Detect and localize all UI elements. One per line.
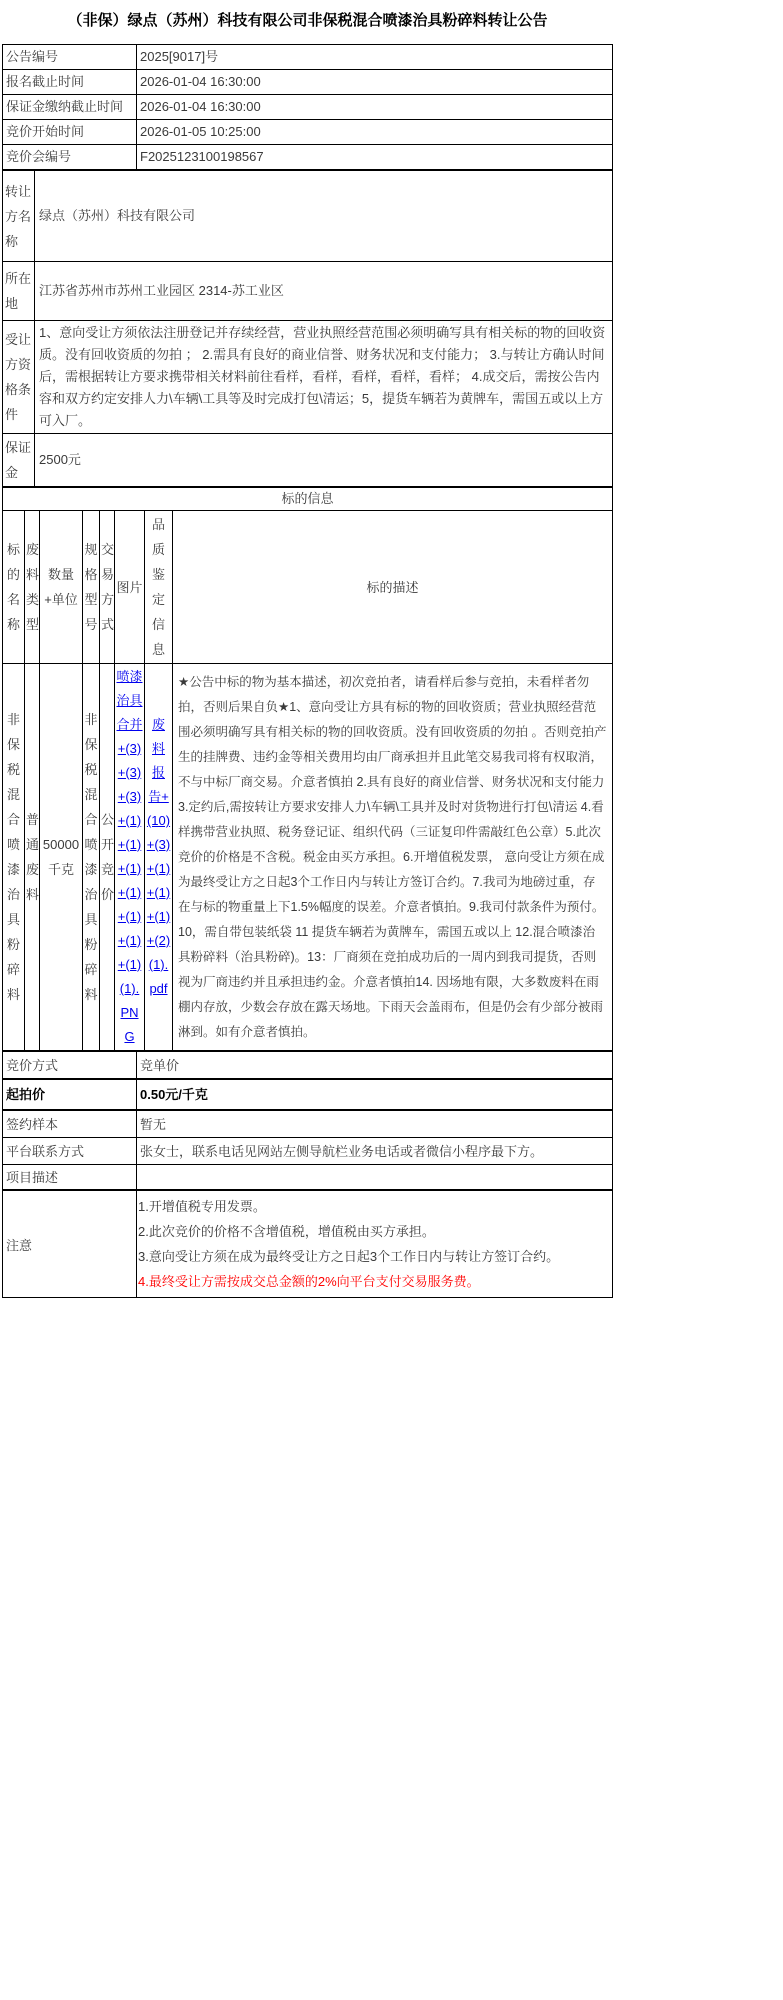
- table-row: [3, 120, 613, 145]
- quality-report-link[interactable]: 废料报告+(10)+(3)+(1)+(1)+(1)+(2)(1).pdf: [146, 717, 171, 996]
- start-price-value: 0.50元/千克: [137, 1080, 613, 1110]
- notice-table: [2, 1190, 613, 1298]
- table-row: [3, 1191, 613, 1298]
- subject-info-table: [2, 487, 613, 1051]
- platform-contact-label: 平台联系方式: [3, 1138, 137, 1165]
- basic-info-table: [2, 44, 613, 170]
- contract-sample-value: 暂无: [137, 1111, 613, 1138]
- notice-line-3: 3.意向受让方须在成为最终受让方之日起3个工作日内与转让方签订合约。: [138, 1249, 560, 1264]
- subject-header-row: [3, 511, 613, 664]
- col-header-waste-type: 废料类型: [25, 511, 40, 664]
- project-description-label: 项目描述: [3, 1165, 137, 1190]
- bid-start-time-value: 2026-01-05 10:25:00: [137, 120, 613, 145]
- table-row: [3, 321, 613, 434]
- deposit-value: 2500元: [35, 434, 613, 487]
- bidding-mode-value: 竞单价: [137, 1052, 613, 1079]
- start-price-table: [2, 1079, 613, 1110]
- notice-content: [137, 1191, 613, 1298]
- table-row: [3, 171, 613, 262]
- subject-name: 非保税混合喷漆治具粉碎料: [3, 664, 25, 1051]
- signup-deadline-label: 报名截止时间: [3, 70, 137, 95]
- auction-no-label: 竞价会编号: [3, 145, 137, 170]
- contract-sample-label: 签约样本: [3, 1111, 137, 1138]
- project-description-value: [137, 1165, 613, 1190]
- notice-line-4-service-fee: 4.最终受让方需按成交总金额的2%向平台支付交易服务费。: [138, 1274, 480, 1289]
- subject-data-row: [3, 664, 613, 1051]
- table-row: [3, 434, 613, 487]
- page-title: （非保）绿点（苏州）科技有限公司非保税混合喷漆治具粉碎料转让公告: [67, 12, 548, 29]
- notice-line-2: 2.此次竞价的价格不含增值税，增值税由买方承担。: [138, 1224, 435, 1239]
- announcement-no-label: 公告编号: [3, 45, 137, 70]
- table-row: [3, 262, 613, 321]
- deposit-label: 保证金: [3, 434, 35, 487]
- table-row: [3, 1165, 613, 1190]
- notice-line-1: 1.开增值税专用发票。: [138, 1199, 266, 1214]
- table-row: [3, 1080, 613, 1110]
- location-value: 江苏省苏州市苏州工业园区 2314-苏工业区: [35, 262, 613, 321]
- auction-no-value: F2025123100198567: [137, 145, 613, 170]
- table-row: [3, 1138, 613, 1165]
- contact-table: [2, 1110, 613, 1190]
- subject-image-cell: [115, 664, 145, 1051]
- col-header-description: 标的描述: [173, 511, 613, 664]
- bidding-mode-label: 竞价方式: [3, 1052, 137, 1079]
- signup-deadline-value: 2026-01-04 16:30:00: [137, 70, 613, 95]
- table-row: [3, 45, 613, 70]
- bidding-mode-table: [2, 1051, 613, 1079]
- subject-spec: 非保税混合喷漆治具粉碎料: [83, 664, 100, 1051]
- notice-label: 注意: [3, 1191, 137, 1298]
- col-header-spec: 规格型号: [83, 511, 100, 664]
- col-header-quantity: 数量+单位: [40, 511, 83, 664]
- subject-image-link[interactable]: 喷漆治具合并+(3)+(3)+(3)+(1)+(1)+(1)+(1)+(1)+(1)+(1)(1).PNG: [116, 669, 143, 1044]
- col-header-image: 图片: [115, 511, 145, 664]
- subject-trade-mode: 公开竞价: [100, 664, 115, 1051]
- announcement-no-value: 2025[9017]号: [137, 45, 613, 70]
- transferor-name-value: 绿点（苏州）科技有限公司: [35, 171, 613, 262]
- table-row: [3, 145, 613, 170]
- subject-waste-type: 普通废料: [25, 664, 40, 1051]
- start-price-label: 起拍价: [3, 1080, 137, 1110]
- subject-section-title: 标的信息: [3, 488, 613, 511]
- table-row: [3, 70, 613, 95]
- table-row: [3, 1111, 613, 1138]
- transferee-qualification-label: 受让方资格条件: [3, 321, 35, 434]
- location-label: 所在地: [3, 262, 35, 321]
- col-header-name: 标的名称: [3, 511, 25, 664]
- party-info-table: [2, 170, 613, 487]
- col-header-quality: 品质鉴定信息: [145, 511, 173, 664]
- announcement-page: [2, 0, 613, 1298]
- subject-description: ★公告中标的物为基本描述，初次竞拍者，请看样后参与竞拍，未看样者勿拍，否则后果自负★1、意向受让方具有标的物的回收资质；营业执照经营范围必须明确写具有相关标的物的回收资质。没有回收资质的勿拍 。否则竞拍产生的挂牌费、违约金等相关费用均由厂商承担并且此笔交易我司将有权取消，不与中标厂商交易。介意者慎拍 2.具有良好的商业信誉、财务状况和支付能力3.定约后,需按转让方要求安排人力\车辆\工具并及时对货物进行打包\清运 4.看样携带营业执照、税务登记证、组织代码（三证复印件需敲红色公章）5.此次竞价的价格是不含税。税金由买方承担。6.开增值税发票， 意向受让方须在成为最终受让方之日起3个工作日内与转让方签订合约。7.我司为地磅过重，存在与标的物重量上下1.5%幅度的误差。介意者慎拍。9.我司付款条件为预付。10，需自带包装纸袋 11 提货车辆若为黄牌车，需国五或以上 12.混合喷漆治具粉碎料（治具粉碎)。13：厂商须在竞拍成功后的一周内到我司提货，否则视为厂商违约并且承担违约金。介意者慎拍14. 因场地有限，大多数废料在雨棚内存放，少数会存放在露天场地。下雨天会盖雨布，但是仍会有少部分被雨淋到。如有介意者慎拍。: [173, 664, 613, 1051]
- transferor-name-label: 转让方名称: [3, 171, 35, 262]
- deposit-deadline-label: 保证金缴纳截止时间: [3, 95, 137, 120]
- table-row: [3, 488, 613, 511]
- deposit-deadline-value: 2026-01-04 16:30:00: [137, 95, 613, 120]
- table-row: [3, 1052, 613, 1079]
- transferee-qualification-value: 1、意向受让方须依法注册登记并存续经营，营业执照经营范围必须明确写具有相关标的物的回收资质。没有回收资质的勿拍 ； 2.需具有良好的商业信誉、财务状况和支付能力； 3.与转让方确认时间后，需根据转让方要求携带相关材料前往看样，看样，看样，看样，看样； 4.成交后，需按公告内容和双方约定安排人力\车辆\工具等及时完成打包\清运；5，提货车辆若为黄牌车，需国五或以上方可入厂。: [35, 321, 613, 434]
- subject-quantity: 50000千克: [40, 664, 83, 1051]
- table-row: [3, 95, 613, 120]
- platform-contact-value: 张女士，联系电话见网站左侧导航栏业务电话或者微信小程序最下方。: [137, 1138, 613, 1165]
- subject-quality-cell: [145, 664, 173, 1051]
- bid-start-time-label: 竞价开始时间: [3, 120, 137, 145]
- col-header-trade-mode: 交易方式: [100, 511, 115, 664]
